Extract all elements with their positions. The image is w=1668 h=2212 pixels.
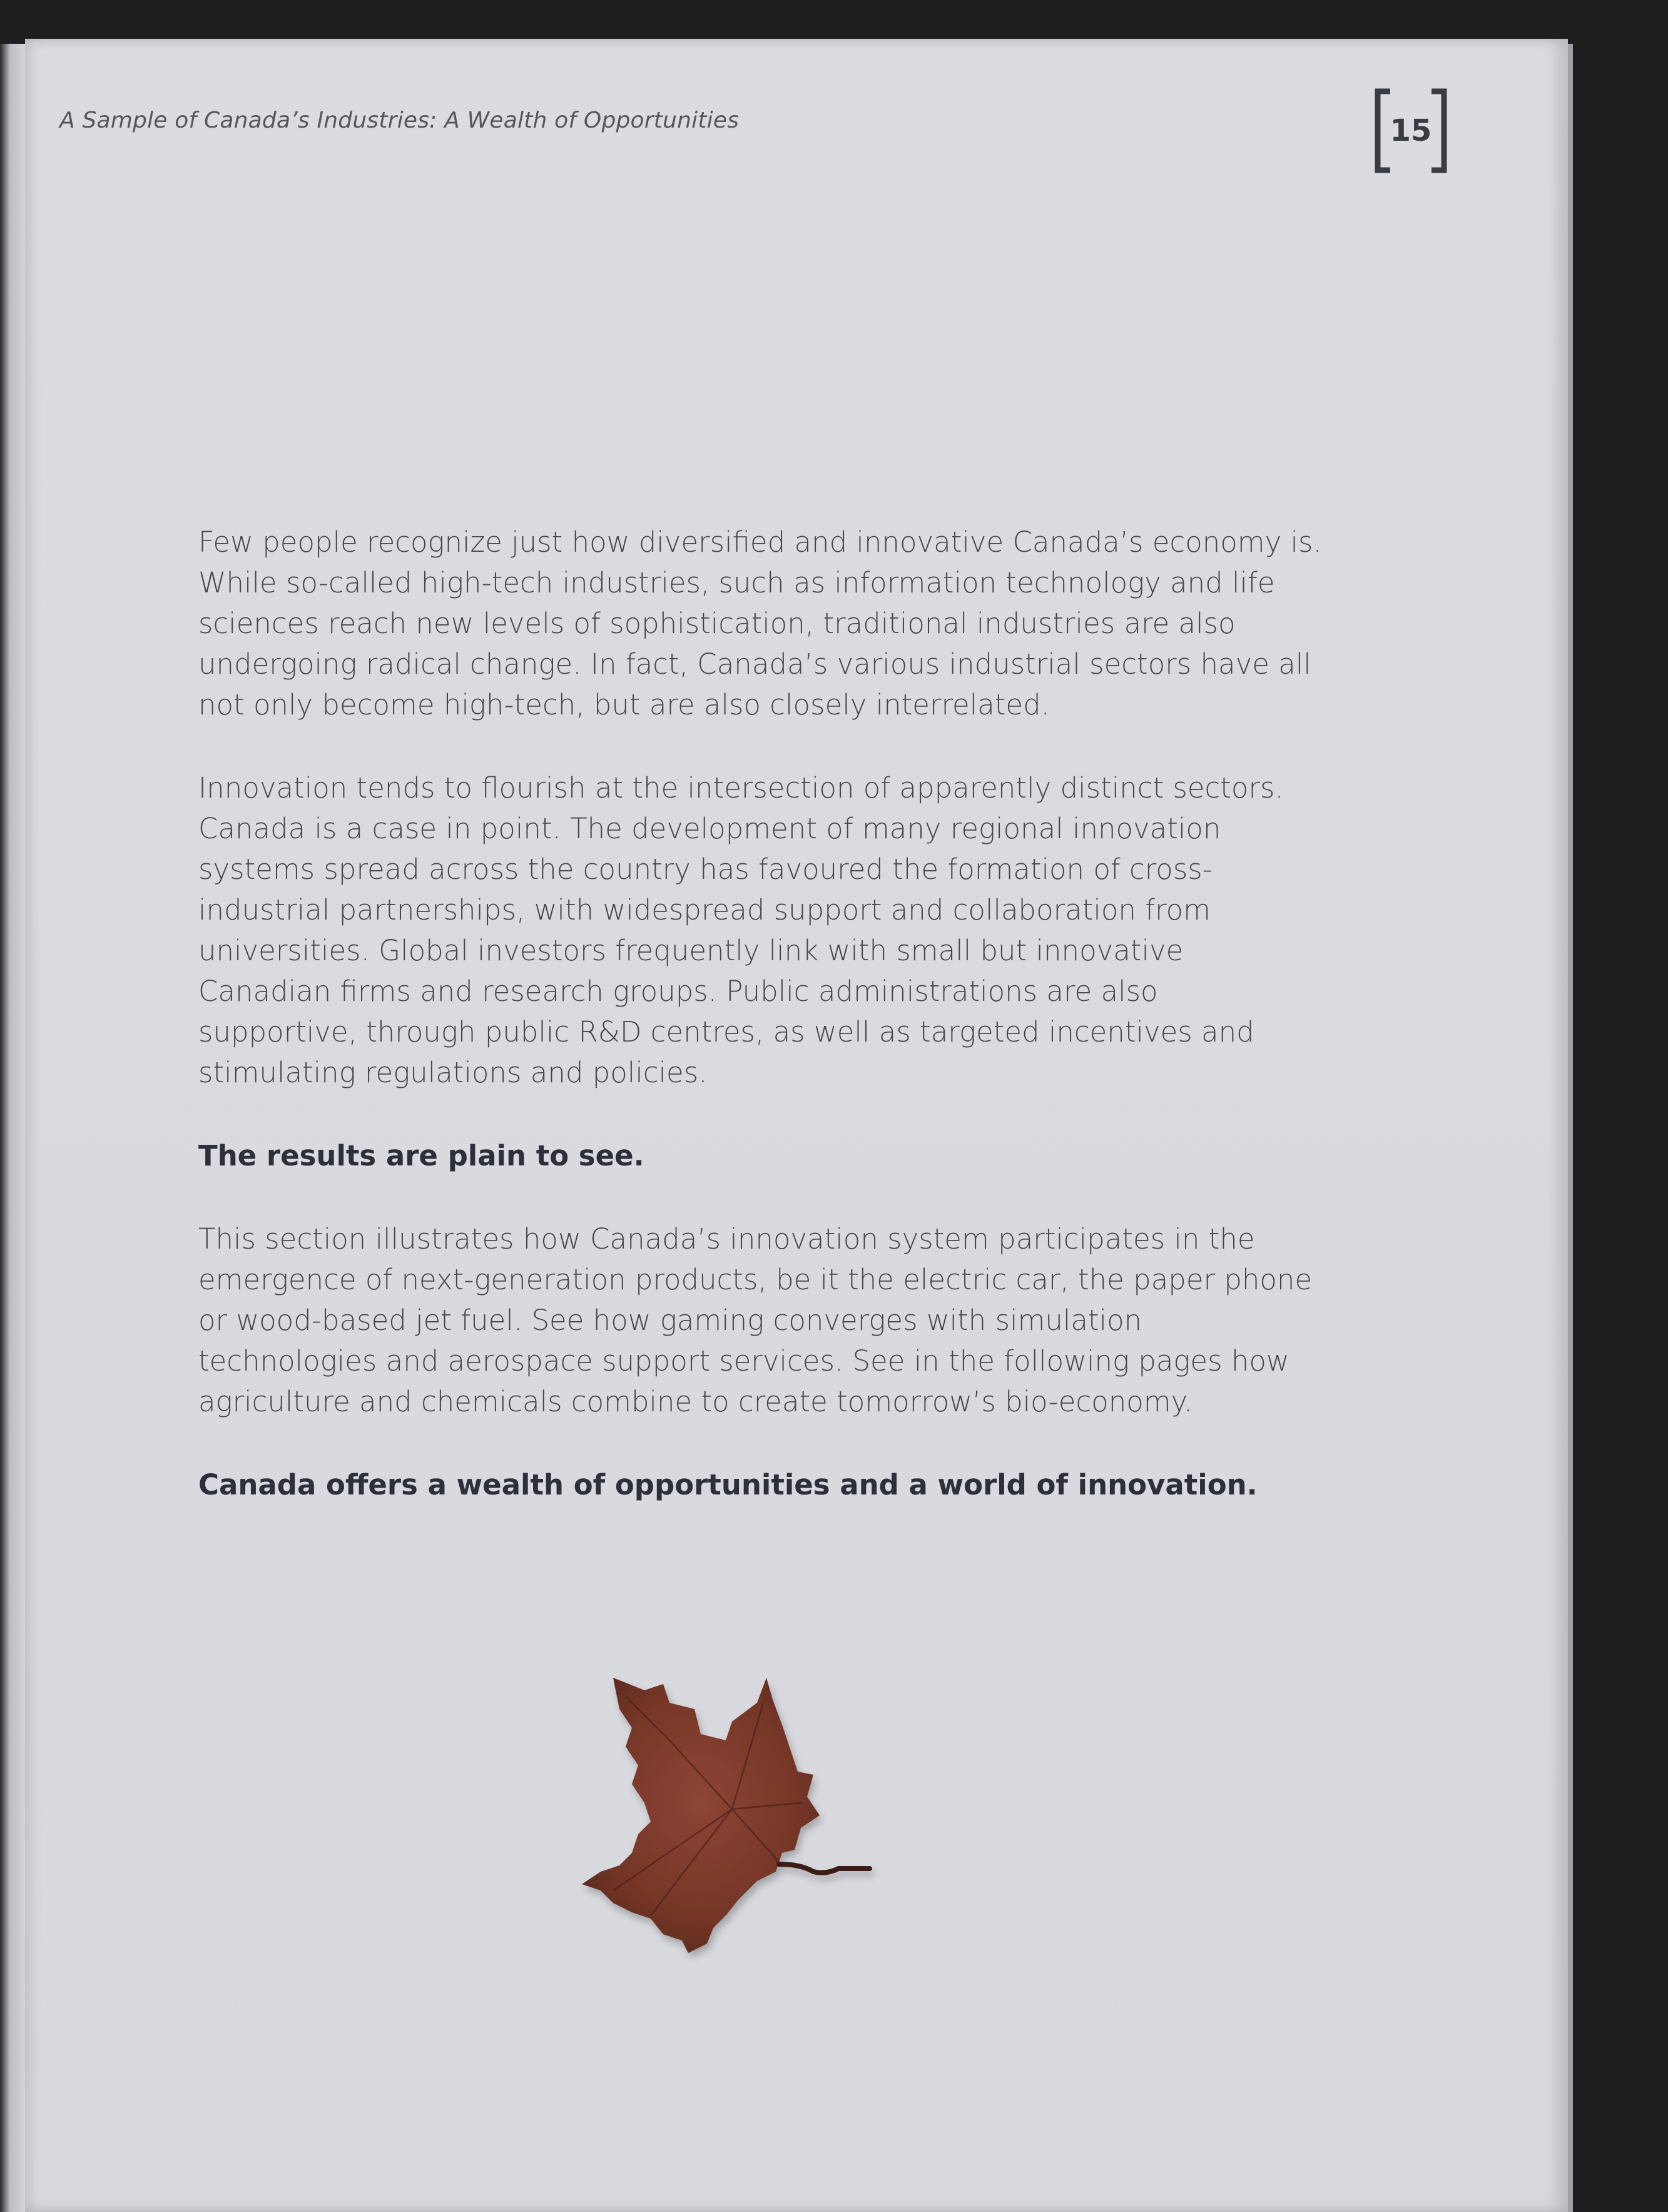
book-spine	[0, 44, 25, 2212]
paragraph-intro: Few people recognize just how diversified and innovative Canada’s economy is. While so-called high-tech industries, such as information technology and life sciences reach new levels of sophistication, traditional industries are also undergoing radical change. In fact, Canada’s various industrial sectors have all not only become high-tech, but are also closely interrelated.	[198, 525, 1322, 721]
emphasis-closing: Canada offers a wealth of opportunities and a world of innovation.	[198, 1468, 1258, 1501]
page-number: 15	[1390, 113, 1432, 148]
paragraph-innovation: Innovation tends to flourish at the intersection of apparently distinct sectors. Canada is a case in point. The development of many regional innovation systems spread across the country has favoured the formation of cross-industrial partnerships, with widespread support and collaboration from universities. Global investors frequently link with small but innovative Canadian firms and research groups. Public administrations are also supportive, through public R&D centres, as well as targeted incentives and stimulating regulations and policies.	[198, 771, 1284, 1089]
body-text	[198, 522, 1325, 1548]
book-page	[25, 39, 1568, 2212]
emphasis-results: The results are plain to see.	[198, 1139, 644, 1172]
paragraph-section-overview: This section illustrates how Canada’s innovation system participates in the emergence of next-generation products, be it the electric car, the paper phone or wood-based jet fuel. See how gaming converges with simulation technologies and aerospace support services. See in the following pages how agriculture and chemicals combine to create tomorrow’s bio-economy.	[198, 1222, 1313, 1418]
running-title: A Sample of Canada’s Industries: A Wealth of Opportunities	[59, 108, 740, 133]
page-edge	[1568, 44, 1573, 2212]
page-number-box	[1370, 84, 1452, 178]
maple-leaf-icon	[576, 1665, 926, 1966]
